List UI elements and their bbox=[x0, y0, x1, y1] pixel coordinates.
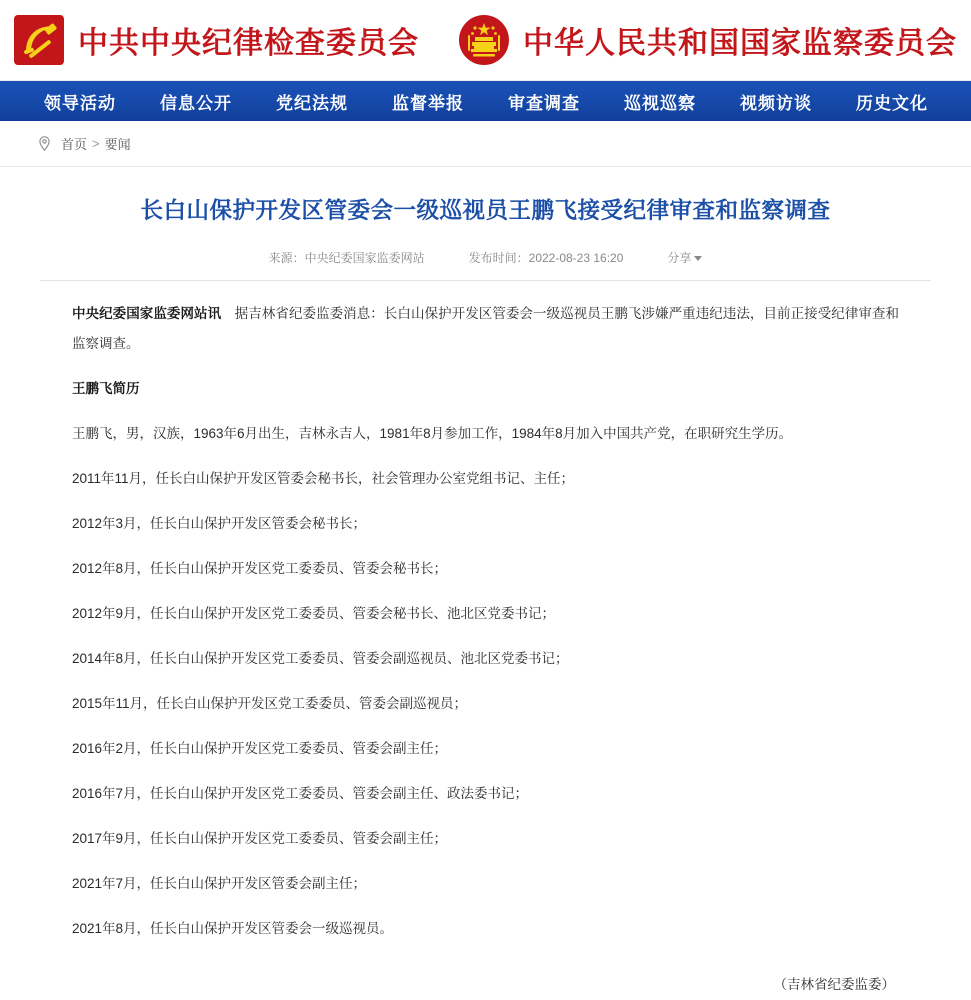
nav-item-leader-activities[interactable]: 领导活动 bbox=[44, 93, 116, 113]
chevron-down-icon bbox=[694, 256, 702, 261]
article-signature: （吉林省纪委监委） bbox=[773, 976, 895, 992]
article-paragraph: 2012年8月，任长白山保护开发区党工委委员、管委会秘书长； bbox=[72, 560, 448, 576]
article-container bbox=[0, 195, 971, 1000]
resume-heading: 王鹏飞简历 bbox=[72, 380, 140, 396]
lead-body-text: 据吉林省纪委监委消息：长白山保护开发区管委会一级巡视员王鹏飞涉嫌严重违纪违法，目前正接受纪律审查和监察调查。 bbox=[72, 305, 900, 351]
article-paragraph: 2016年2月，任长白山保护开发区党工委委员、管委会副主任； bbox=[72, 740, 448, 756]
article-source-label: 来源： bbox=[268, 250, 305, 265]
page-title: 长白山保护开发区管委会一级巡视员王鹏飞接受纪律审查和监察调查 bbox=[140, 198, 831, 223]
cdi-org-name: 中共中央纪律检查委员会 bbox=[78, 27, 419, 60]
article-paragraph: 2015年11月，任长白山保护开发区党工委委员、管委会副巡视员； bbox=[72, 695, 468, 711]
site-masthead bbox=[0, 0, 971, 81]
primary-navigation bbox=[0, 81, 971, 121]
article-source-value: 中央纪委国家监委网站 bbox=[304, 250, 425, 265]
nav-item-party-discipline-regulations[interactable]: 党纪法规 bbox=[276, 93, 348, 113]
share-dropdown[interactable] bbox=[667, 249, 702, 266]
nav-item-supervision-reporting[interactable]: 监督举报 bbox=[392, 93, 464, 113]
location-pin-icon bbox=[36, 135, 53, 152]
lead-source-name: 中央纪委国家监委网站讯 bbox=[72, 305, 222, 321]
breadcrumb-home-link[interactable]: 首页 bbox=[61, 137, 88, 152]
article-paragraph: 2021年7月，任长白山保护开发区管委会副主任； bbox=[72, 875, 367, 891]
article-paragraph: 2021年8月，任长白山保护开发区管委会一级巡视员。 bbox=[72, 920, 394, 936]
nav-item-inspection-tours[interactable]: 巡视巡察 bbox=[624, 93, 696, 113]
article-body bbox=[40, 281, 931, 1000]
brand-cpc-cdi bbox=[14, 15, 419, 65]
breadcrumb-current-section[interactable]: 要闻 bbox=[104, 137, 131, 152]
article-paragraph: 2012年3月，任长白山保护开发区管委会秘书长； bbox=[72, 515, 367, 531]
nsc-org-name: 中华人民共和国国家监察委员会 bbox=[523, 27, 957, 60]
article-paragraph: 2016年7月，任长白山保护开发区党工委委员、管委会副主任、政法委书记； bbox=[72, 785, 529, 801]
share-label: 分享 bbox=[667, 250, 692, 265]
china-national-emblem-icon bbox=[459, 15, 509, 65]
article-meta bbox=[40, 249, 931, 266]
article-paragraph: 2012年9月，任长白山保护开发区党工委委员、管委会秘书长、池北区党委书记； bbox=[72, 605, 556, 621]
breadcrumb-separator: > bbox=[92, 136, 100, 151]
article-paragraph: 2011年11月，任长白山保护开发区管委会秘书长，社会管理办公室党组书记、主任； bbox=[72, 470, 575, 486]
cpc-hammer-sickle-emblem-icon bbox=[14, 15, 64, 65]
article-publish-time bbox=[469, 249, 624, 266]
article-publish-label: 发布时间： bbox=[468, 250, 529, 265]
nav-item-history-culture[interactable]: 历史文化 bbox=[856, 93, 928, 113]
article-paragraph: 2014年8月，任长白山保护开发区党工委委员、管委会副巡视员、池北区党委书记； bbox=[72, 650, 569, 666]
nav-item-video-interviews[interactable]: 视频访谈 bbox=[740, 93, 812, 113]
article-source bbox=[269, 249, 425, 266]
nav-item-review-investigation[interactable]: 审查调查 bbox=[508, 93, 580, 113]
article-paragraph: 2017年9月，任长白山保护开发区党工委委员、管委会副主任； bbox=[72, 830, 448, 846]
article-lead-paragraph bbox=[72, 299, 899, 359]
breadcrumb bbox=[0, 121, 971, 167]
brand-national-supervisory bbox=[459, 15, 957, 65]
article-paragraph: 王鹏飞，男，汉族，1963年6月出生，吉林永吉人，1981年8月参加工作，1984年8月加入中国共产党，在职研究生学历。 bbox=[72, 425, 793, 441]
article-publish-value: 2022-08-23 16:20 bbox=[528, 250, 624, 265]
nav-item-information-disclosure[interactable]: 信息公开 bbox=[160, 93, 232, 113]
